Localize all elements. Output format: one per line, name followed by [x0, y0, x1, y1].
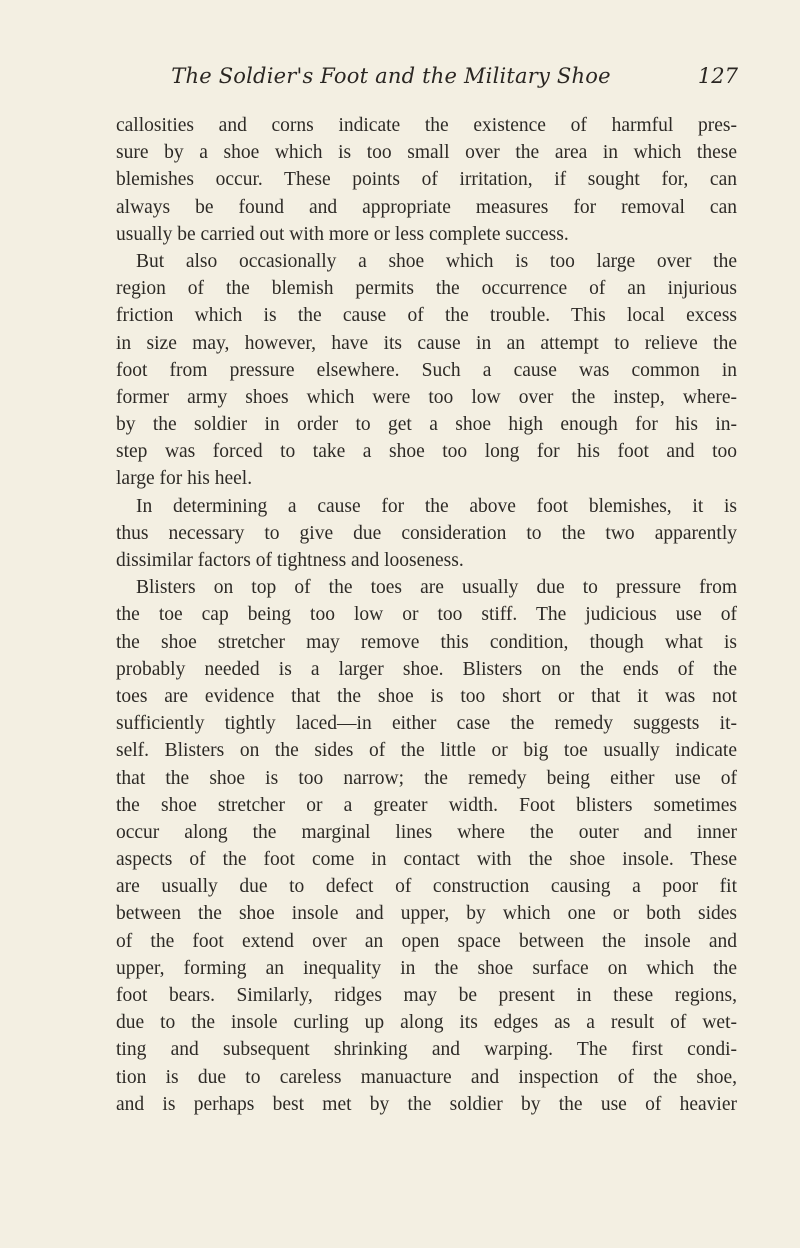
- text-line: in size may, however, have its cause in an attempt to relieve the: [116, 332, 737, 354]
- text-line: between the shoe insole and upper, by which one or both sides: [116, 903, 737, 925]
- text-line: callosities and corns indicate the existence of harmful pres-: [116, 115, 737, 136]
- text-line: foot bears. Similarly, ridges may be present in these regions,: [116, 985, 737, 1006]
- text-line: due to the insole curling up along its edges as a result of wet-: [116, 1012, 737, 1034]
- body-text: [116, 112, 737, 1118]
- text-line: always be found and appropriate measures for removal can: [116, 196, 737, 218]
- text-line: region of the blemish permits the occurrence of an injurious: [116, 278, 737, 300]
- text-line: ting and subsequent shrinking and warping. The first condi-: [116, 1039, 737, 1061]
- text-line: toes are evidence that the shoe is too short or that it was not: [116, 685, 737, 707]
- text-line: the shoe stretcher or a greater width. Foot blisters sometimes: [116, 794, 737, 816]
- text-line: foot from pressure elsewhere. Such a cause was common in: [116, 359, 737, 381]
- text-line: the shoe stretcher may remove this condition, though what is: [116, 631, 737, 653]
- text-line: large for his heel.: [116, 468, 253, 490]
- text-line: of the foot extend over an open space between the insole and: [116, 930, 737, 952]
- text-line: self. Blisters on the sides of the little or big toe usually indicate: [116, 740, 737, 762]
- text-line: that the shoe is too narrow; the remedy being either use of: [116, 767, 737, 789]
- text-line: blemishes occur. These points of irritation, if sought for, can: [116, 169, 737, 191]
- text-line: tion is due to careless manuacture and inspection of the shoe,: [116, 1066, 737, 1088]
- text-line: step was forced to take a shoe too long for his foot and too: [116, 441, 737, 463]
- text-line: occur along the marginal lines where the outer and inner: [116, 821, 737, 843]
- text-line: dissimilar factors of tightness and looseness.: [116, 550, 464, 571]
- text-line: thus necessary to give due consideration to the two apparently: [116, 522, 737, 544]
- text-line: usually be carried out with more or less complete success.: [116, 223, 569, 245]
- text-line: by the soldier in order to get a shoe high enough for his in-: [116, 414, 737, 436]
- text-line: former army shoes which were too low over the instep, where-: [116, 386, 737, 408]
- page-number: 127: [697, 64, 738, 88]
- text-line: But also occasionally a shoe which is too large over the: [136, 250, 737, 272]
- text-line: friction which is the cause of the trouble. This local excess: [116, 305, 737, 327]
- running-title: The Soldier's Foot and the Military Shoe: [171, 64, 611, 88]
- text-line: aspects of the foot come in contact with the shoe insole. These: [116, 849, 737, 871]
- text-line: Blisters on top of the toes are usually due to pressure from: [136, 577, 737, 599]
- text-line: sure by a shoe which is too small over the area in which these: [116, 142, 737, 164]
- text-line: and is perhaps best met by the soldier by the use of heavier: [116, 1093, 737, 1115]
- text-line: the toe cap being too low or too stiff. The judicious use of: [116, 604, 737, 626]
- text-line: are usually due to defect of construction causing a poor fit: [116, 876, 737, 898]
- text-line: In determining a cause for the above foot blemishes, it is: [136, 495, 737, 517]
- text-line: sufficiently tightly laced—in either case the remedy suggests it-: [116, 713, 737, 735]
- text-line: upper, forming an inequality in the shoe surface on which the: [116, 957, 737, 979]
- running-head: [112, 64, 740, 94]
- text-line: probably needed is a larger shoe. Blisters on the ends of the: [116, 658, 737, 680]
